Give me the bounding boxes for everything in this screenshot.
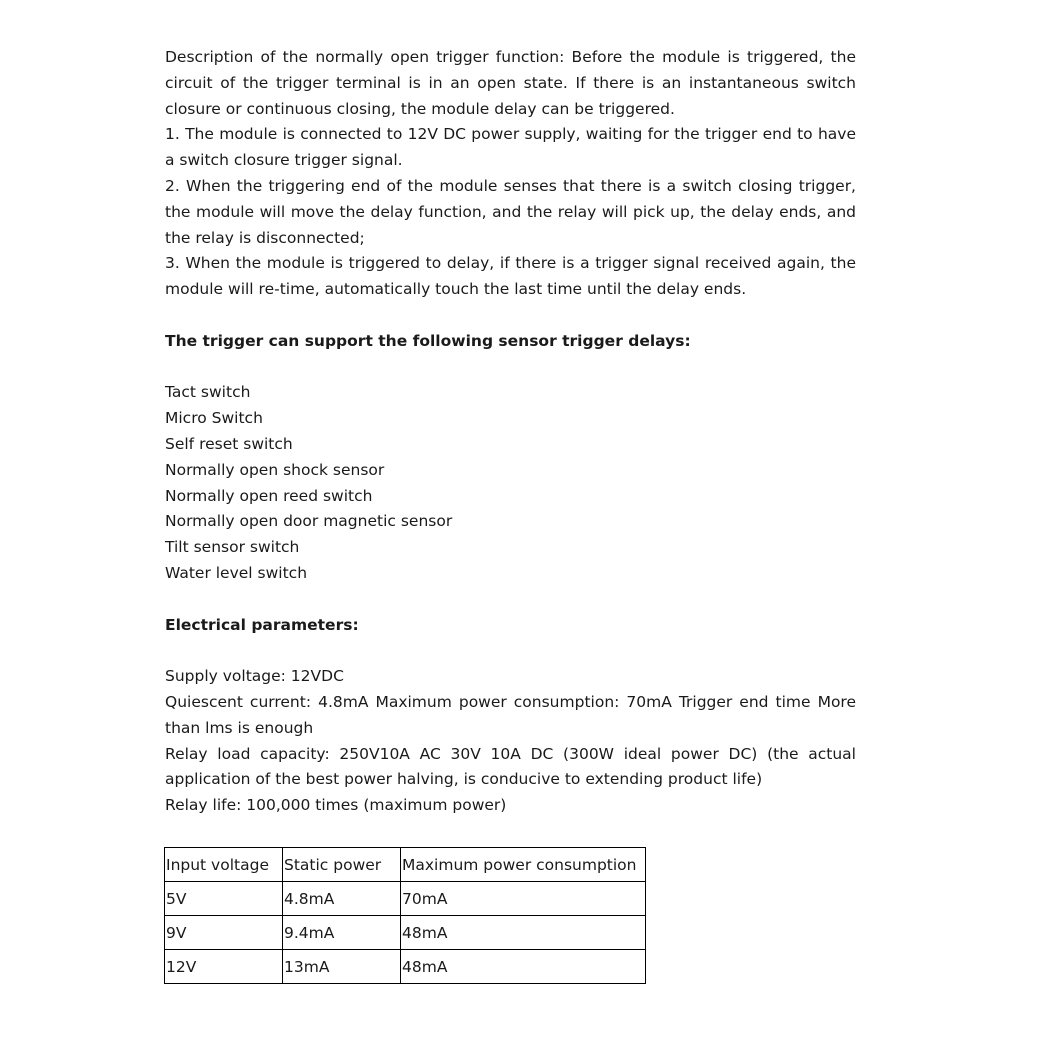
sensors-heading: The trigger can support the following sensor trigger delays: (165, 331, 691, 350)
table-cell: 48mA (401, 916, 646, 950)
sensor-item-water-level-switch: Water level switch (165, 563, 308, 582)
description-intro: Description of the normally open trigger function: Before the module is triggered, the circuit of the trigger terminal is in an open state. If there is an instantaneous switch closure or continuous closing, the module delay can be triggered. (165, 48, 856, 118)
sensor-list (165, 380, 856, 586)
step-2: 2. When the triggering end of the module senses that there is a switch closing trigger, the module will move the delay function, and the relay will pick up, the delay ends, and the relay is disconnected; (165, 176, 856, 247)
table-header-row (165, 848, 646, 882)
spacer (165, 355, 856, 381)
step-1: 1. The module is connected to 12V DC power supply, waiting for the trigger end to have a switch closure trigger signal. (165, 125, 856, 170)
table-header-cell: Maximum power consumption (401, 848, 646, 882)
table-cell: 70mA (401, 882, 646, 916)
table-cell: 9V (165, 916, 283, 950)
sensor-item-tact-switch: Tact switch (165, 383, 251, 402)
table-cell: 12V (165, 950, 283, 984)
parameters-table (164, 847, 646, 984)
table-row (165, 950, 646, 984)
sensor-item-tilt-sensor-switch: Tilt sensor switch (165, 538, 300, 557)
table-cell: 5V (165, 882, 283, 916)
spacer (165, 587, 856, 613)
table-row (165, 916, 646, 950)
sensor-item-door-magnetic-sensor: Normally open door magnetic sensor (165, 512, 453, 531)
table-cell: 48mA (401, 950, 646, 984)
sensor-item-micro-switch: Micro Switch (165, 409, 263, 428)
table-cell: 9.4mA (283, 916, 401, 950)
step-3: 3. When the module is triggered to delay, if there is a trigger signal received again, the module will re-time, automatically touch the last time until the delay ends. (165, 254, 856, 299)
relay-life: Relay life: 100,000 times (maximum power) (165, 796, 507, 815)
electrical-heading: Electrical parameters: (165, 615, 359, 634)
sensor-item-self-reset-switch: Self reset switch (165, 434, 293, 453)
table-header-cell: Input voltage (165, 848, 283, 882)
sensor-item-shock-sensor: Normally open shock sensor (165, 460, 385, 479)
spacer (165, 638, 856, 664)
relay-load-capacity: Relay load capacity: 250V10A AC 30V 10A DC (300W ideal power DC) (the actual application of the best power halving, is conducive to extending product life) (165, 744, 856, 789)
table-header-cell: Static power (283, 848, 401, 882)
table-cell: 4.8mA (283, 882, 401, 916)
sensor-item-reed-switch: Normally open reed switch (165, 486, 373, 505)
document-body (165, 45, 856, 819)
table-cell: 13mA (283, 950, 401, 984)
spacer (165, 303, 856, 329)
supply-voltage: Supply voltage: 12VDC (165, 667, 344, 686)
quiescent-current: Quiescent current: 4.8mA Maximum power consumption: 70mA Trigger end time More than lms is enough (165, 692, 856, 737)
table-row (165, 882, 646, 916)
